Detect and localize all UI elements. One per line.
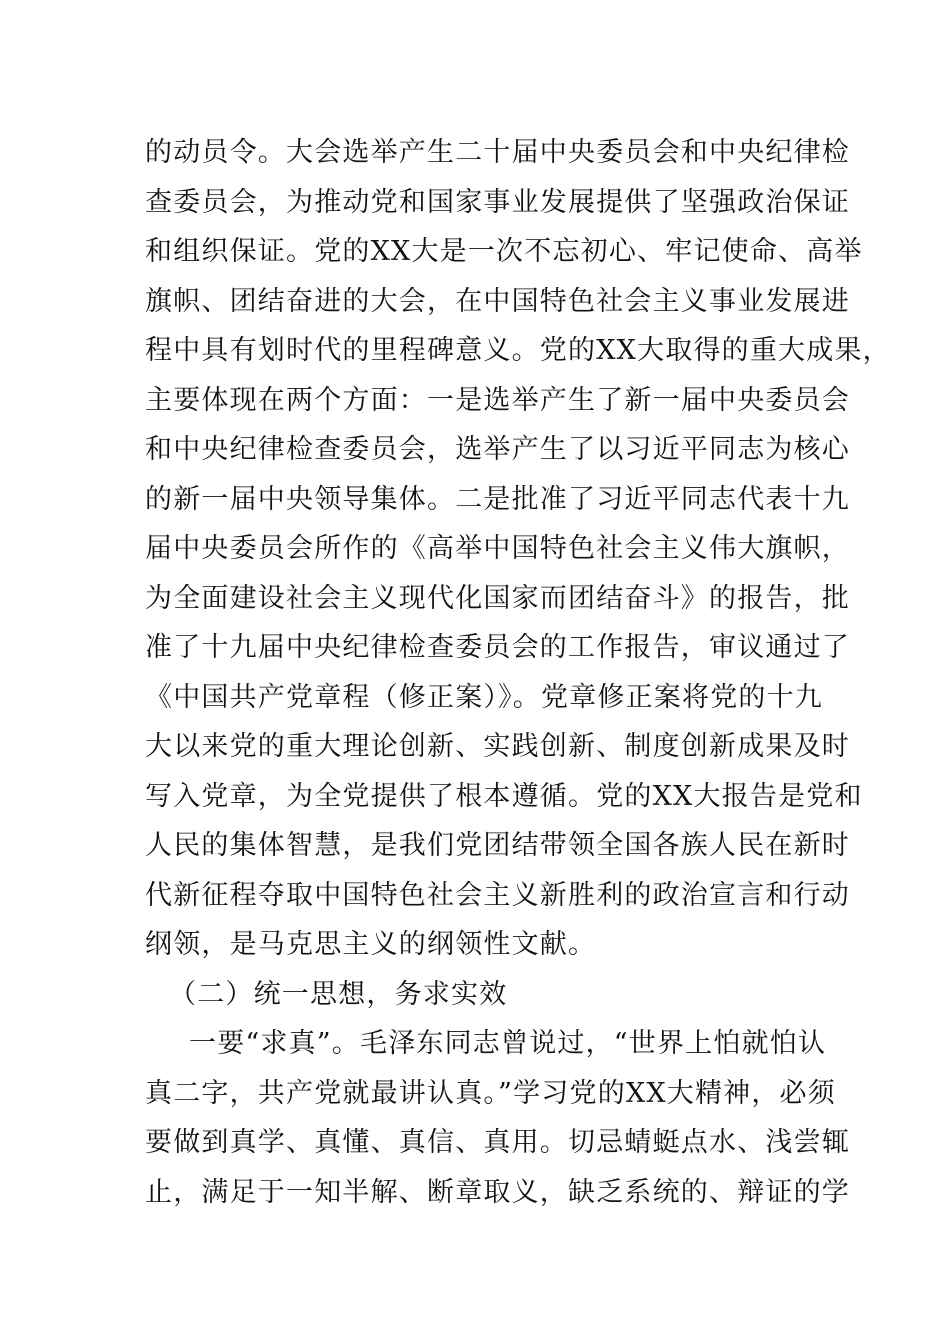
text-line: 和中央纪律检查委员会，选举产生了以习近平同志为核心	[145, 434, 850, 465]
text-line: 《中国共产党章程（修正案）》。党章修正案将党的十九	[145, 681, 823, 713]
text-line: 代新征程夺取中国特色社会主义新胜利的政治宣言和行动	[145, 879, 850, 911]
text-line: 止，满足于一知半解、断章取义，缺乏系统的、辩证的学	[145, 1176, 850, 1208]
text-line: 的动员令。大会选举产生二十届中央委员会和中央纪律检	[145, 137, 850, 168]
text-line: 准了十九届中央纪律检查委员会的工作报告，审议通过了	[145, 632, 850, 663]
text-line: 真二字，共产党就最讲认真。”学习党的XX大精神，必须	[145, 1077, 836, 1109]
text-line: 查委员会，为推动党和国家事业发展提供了坚强政治保证	[145, 186, 850, 218]
text-line: 为全面建设社会主义现代化国家而团结奋斗》的报告，批	[145, 582, 850, 614]
text-line: 届中央委员会所作的《高举中国特色社会主义伟大旗帜，	[145, 533, 850, 564]
text-line: 要做到真学、真懂、真信、真用。切忌蜻蜓点水、浅尝辄	[145, 1127, 850, 1158]
text-line: 写入党章，为全党提供了根本遵循。党的XX大报告是党和	[145, 780, 863, 812]
text-line: 大以来党的重大理论创新、实践创新、制度创新成果及时	[145, 731, 850, 762]
text-line: 旗帜、团结奋进的大会，在中国特色社会主义事业发展进	[145, 285, 850, 317]
text-line: 和组织保证。党的XX大是一次不忘初心、牢记使命、高举	[145, 236, 863, 267]
body-text	[145, 128, 891, 1217]
text-line: 人民的集体智慧，是我们党团结带领全国各族人民在新时	[145, 830, 850, 861]
text-line: 主要体现在两个方面：一是选举产生了新一届中央委员会	[145, 384, 850, 416]
section-heading: （二）统一思想，务求实效	[169, 978, 508, 1010]
text-line: 一要“求真”。毛泽东同志曾说过，“世界上怕就怕认	[189, 1028, 827, 1059]
text-line: 程中具有划时代的里程碑意义。党的XX大取得的重大成果，	[145, 335, 891, 366]
text-line: 的新一届中央领导集体。二是批准了习近平同志代表十九	[145, 483, 850, 515]
text-line: 纲领，是马克思主义的纲领性文献。	[145, 929, 597, 960]
